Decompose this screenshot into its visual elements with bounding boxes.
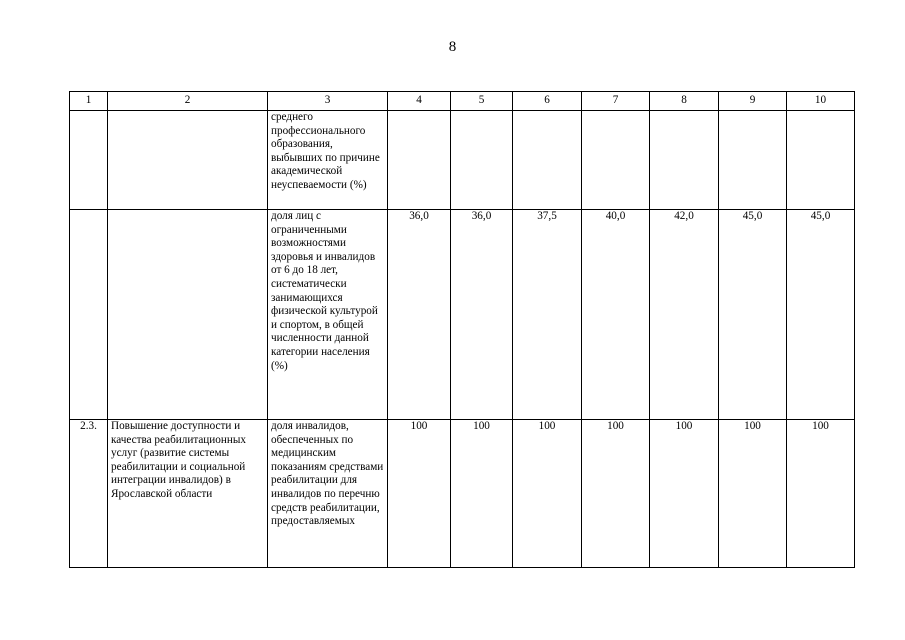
value-cell: 100 [388, 420, 451, 568]
value-cell [787, 111, 855, 210]
value-cell: 100 [719, 420, 787, 568]
value-cell: 100 [787, 420, 855, 568]
header-cell: 1 [70, 92, 108, 111]
value-cell: 42,0 [650, 210, 719, 420]
value-cell: 100 [513, 420, 582, 568]
row-index-cell [70, 210, 108, 420]
page-number: 8 [448, 39, 457, 55]
header-cell: 5 [451, 92, 513, 111]
value-cell: 36,0 [388, 210, 451, 420]
table-row [70, 111, 855, 210]
activity-cell [108, 111, 268, 210]
value-cell [719, 111, 787, 210]
table-row [70, 420, 855, 568]
header-cell: 4 [388, 92, 451, 111]
value-cell: 100 [650, 420, 719, 568]
indicators-table [69, 91, 855, 568]
value-cell [582, 111, 650, 210]
header-cell: 7 [582, 92, 650, 111]
value-cell: 40,0 [582, 210, 650, 420]
header-cell: 3 [268, 92, 388, 111]
activity-cell: Повышение доступности и качества реабилитационных услуг (развитие системы реабилитации и социальной интеграции инвалидов) в Ярославской области [108, 420, 268, 568]
indicator-cell: доля лиц с ограниченными возможностями здоровья и инвалидов от 6 до 18 лет, систематически занимающихся физической культурой и спортом, в общей численности данной категории населения (%) [268, 210, 388, 420]
table-header-row [70, 92, 855, 111]
activity-cell [108, 210, 268, 420]
indicator-cell: доля инвалидов, обеспеченных по медицинским показаниям средствами реабилитации для инвалидов по перечню средств реабилитации, предоставляемых [268, 420, 388, 568]
header-cell: 10 [787, 92, 855, 111]
row-index-cell: 2.3. [70, 420, 108, 568]
value-cell: 37,5 [513, 210, 582, 420]
value-cell [650, 111, 719, 210]
header-cell: 6 [513, 92, 582, 111]
indicator-cell: среднего профессионального образования, выбывших по причине академической неуспеваемости (%) [268, 111, 388, 210]
value-cell [388, 111, 451, 210]
value-cell: 45,0 [787, 210, 855, 420]
header-cell: 2 [108, 92, 268, 111]
header-cell: 8 [650, 92, 719, 111]
table-row [70, 210, 855, 420]
header-cell: 9 [719, 92, 787, 111]
value-cell: 36,0 [451, 210, 513, 420]
value-cell [451, 111, 513, 210]
row-index-cell [70, 111, 108, 210]
value-cell: 45,0 [719, 210, 787, 420]
value-cell [513, 111, 582, 210]
value-cell: 100 [582, 420, 650, 568]
value-cell: 100 [451, 420, 513, 568]
